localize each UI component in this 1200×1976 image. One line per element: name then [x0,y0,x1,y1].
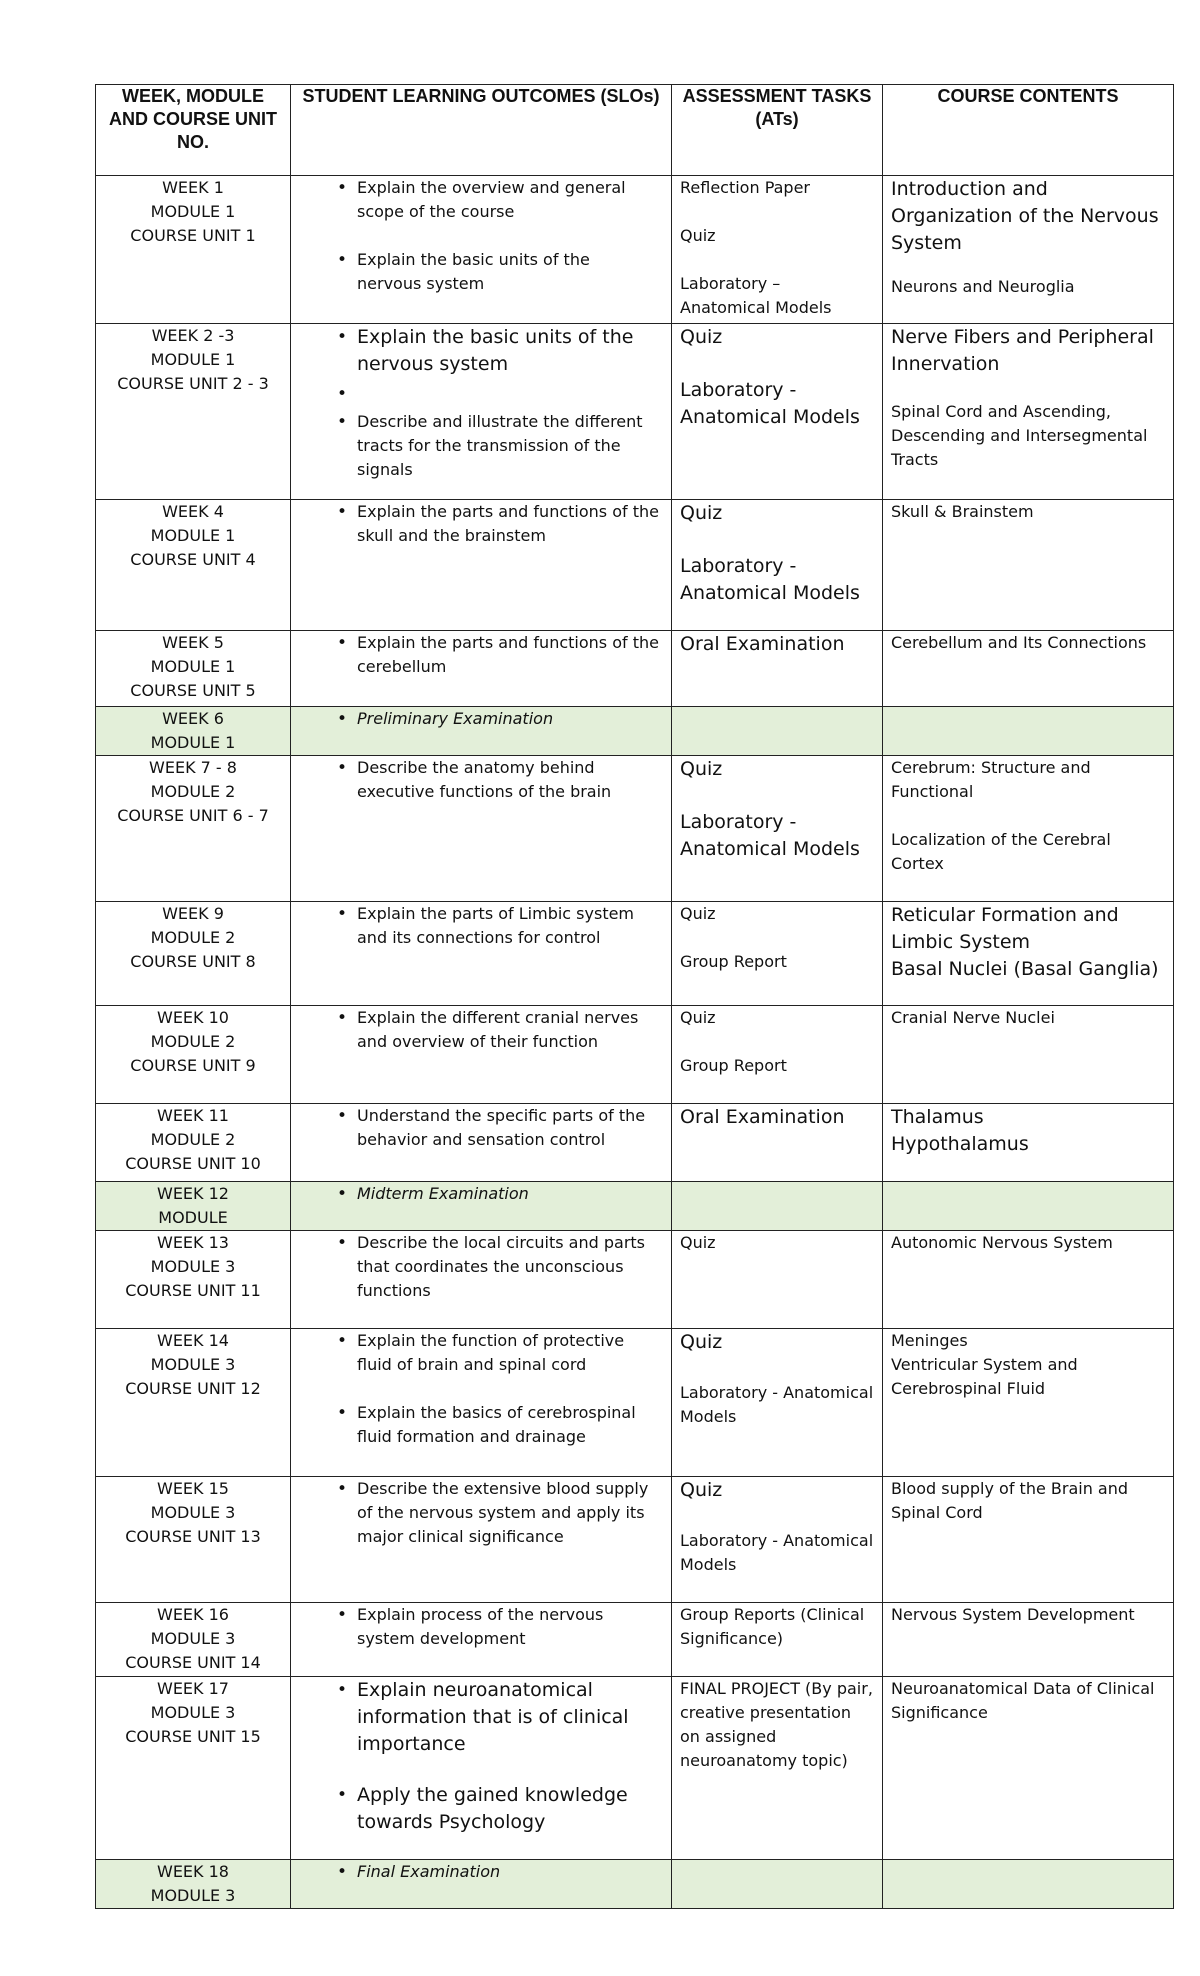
week-cell: WEEK 15 MODULE 3 COURSE UNIT 13 [96,1477,291,1603]
contents-cell: Cranial Nerve Nuclei [883,1006,1174,1104]
assessment-cell: Group Reports (Clinical Significance) [672,1603,883,1677]
contents-cell: Cerebellum and Its Connections [883,631,1174,707]
assessment-cell: Quiz Laboratory - Anatomical Models [672,1329,883,1477]
contents-cell: Blood supply of the Brain and Spinal Cord [883,1477,1174,1603]
slo-item: • Explain the overview and general scope of the course [299,176,663,224]
assessment-cell: Quiz Laboratory - Anatomical Models [672,756,883,902]
contents-cell [883,707,1174,756]
slo-item: • Understand the specific parts of the behavior and sensation control [299,1104,663,1152]
exam-row [96,1860,1174,1909]
week-cell: WEEK 12 MODULE [96,1182,291,1231]
slo-item: • Explain process of the nervous system development [299,1603,663,1651]
exam-label: • Final Examination [299,1860,663,1884]
slo-cell [291,756,672,902]
contents-cell: Autonomic Nervous System [883,1231,1174,1329]
assessment-cell: Oral Examination [672,631,883,707]
assessment-cell: Quiz Group Report [672,1006,883,1104]
assessment-cell: Quiz Group Report [672,902,883,1006]
header-assessment: ASSESSMENT TASKS (ATs) [672,85,883,176]
slo-item: • Apply the gained knowledge towards Psychology [299,1782,663,1836]
assessment-cell: FINAL PROJECT (By pair, creative presentation on assigned neuroanatomy topic) [672,1677,883,1860]
slo-cell [291,1677,672,1860]
contents-cell: Neuroanatomical Data of Clinical Significance [883,1677,1174,1860]
slo-cell [291,324,672,500]
header-week: WEEK, MODULE AND COURSE UNIT NO. [96,85,291,176]
contents-cell: Nervous System Development [883,1603,1174,1677]
slo-item: • Describe the local circuits and parts that coordinates the unconscious functions [299,1231,663,1303]
slo-cell [291,1104,672,1182]
slo-item: • Explain the parts and functions of the skull and the brainstem [299,500,663,548]
contents-cell: Thalamus Hypothalamus [883,1104,1174,1182]
course-syllabus-table [95,84,1174,1909]
week-cell: WEEK 4 MODULE 1 COURSE UNIT 4 [96,500,291,631]
slo-cell [291,631,672,707]
week-cell: WEEK 1 MODULE 1 COURSE UNIT 1 [96,176,291,324]
contents-cell: Reticular Formation and Limbic System Basal Nuclei (Basal Ganglia) [883,902,1174,1006]
table-row [96,1677,1174,1860]
week-cell: WEEK 16 MODULE 3 COURSE UNIT 14 [96,1603,291,1677]
contents-cell [883,1182,1174,1231]
week-cell: WEEK 9 MODULE 2 COURSE UNIT 8 [96,902,291,1006]
assessment-cell [672,707,883,756]
table-row [96,176,1174,324]
slo-item: • Describe the extensive blood supply of the nervous system and apply its major clinical significance [299,1477,663,1549]
week-cell: WEEK 10 MODULE 2 COURSE UNIT 9 [96,1006,291,1104]
slo-item: • Explain the basic units of the nervous system [299,248,663,296]
slo-cell [291,1329,672,1477]
exam-row [96,1182,1174,1231]
table-row [96,1329,1174,1477]
assessment-cell: Quiz Laboratory - Anatomical Models [672,1477,883,1603]
week-cell: WEEK 14 MODULE 3 COURSE UNIT 12 [96,1329,291,1477]
contents-cell: Skull & Brainstem [883,500,1174,631]
slo-item: • Explain the parts of Limbic system and its connections for control [299,902,663,950]
contents-cell: Nerve Fibers and Peripheral Innervation Spinal Cord and Ascending, Descending and Intersegmental Tracts [883,324,1174,500]
contents-cell: Introduction and Organization of the Nervous System Neurons and Neuroglia [883,176,1174,324]
table-row [96,902,1174,1006]
table-row [96,756,1174,902]
assessment-cell [672,1860,883,1909]
assessment-cell: Quiz [672,1231,883,1329]
slo-cell [291,1477,672,1603]
week-cell: WEEK 11 MODULE 2 COURSE UNIT 10 [96,1104,291,1182]
table-row [96,1231,1174,1329]
header-slos: STUDENT LEARNING OUTCOMES (SLOs) [291,85,672,176]
week-cell: WEEK 13 MODULE 3 COURSE UNIT 11 [96,1231,291,1329]
slo-item: • Explain the function of protective fluid of brain and spinal cord [299,1329,663,1377]
week-cell: WEEK 18 MODULE 3 [96,1860,291,1909]
exam-label: • Midterm Examination [299,1182,663,1206]
slo-cell [291,707,672,756]
exam-row [96,707,1174,756]
table-row [96,500,1174,631]
week-cell: WEEK 2 -3 MODULE 1 COURSE UNIT 2 - 3 [96,324,291,500]
slo-item: • Describe the anatomy behind executive functions of the brain [299,756,663,804]
slo-cell [291,902,672,1006]
assessment-cell: Reflection Paper Quiz Laboratory – Anatomical Models [672,176,883,324]
table-row [96,324,1174,500]
slo-item: • Explain the different cranial nerves and overview of their function [299,1006,663,1054]
assessment-cell [672,1182,883,1231]
table-header-row [96,85,1174,176]
contents-cell: Meninges Ventricular System and Cerebrospinal Fluid [883,1329,1174,1477]
slo-cell [291,1603,672,1677]
table-row [96,1603,1174,1677]
contents-cell: Cerebrum: Structure and Functional Localization of the Cerebral Cortex [883,756,1174,902]
slo-cell [291,1006,672,1104]
week-cell: WEEK 7 - 8 MODULE 2 COURSE UNIT 6 - 7 [96,756,291,902]
slo-cell [291,1860,672,1909]
slo-cell [291,500,672,631]
slo-item: • Explain the basic units of the nervous system [299,324,663,378]
table-row [96,1104,1174,1182]
table-row [96,1477,1174,1603]
exam-label: • Preliminary Examination [299,707,663,731]
slo-item: • Describe and illustrate the different tracts for the transmission of the signals [299,410,663,482]
slo-item-empty [299,382,663,406]
assessment-cell: Oral Examination [672,1104,883,1182]
table-row [96,1006,1174,1104]
contents-cell [883,1860,1174,1909]
slo-cell [291,176,672,324]
slo-cell [291,1182,672,1231]
assessment-cell: Quiz Laboratory - Anatomical Models [672,324,883,500]
slo-item: • Explain neuroanatomical information that is of clinical importance [299,1677,663,1758]
week-cell: WEEK 6 MODULE 1 [96,707,291,756]
slo-item: • Explain the parts and functions of the cerebellum [299,631,663,679]
slo-cell [291,1231,672,1329]
week-cell: WEEK 5 MODULE 1 COURSE UNIT 5 [96,631,291,707]
table-row [96,631,1174,707]
header-contents: COURSE CONTENTS [883,85,1174,176]
assessment-cell: Quiz Laboratory - Anatomical Models [672,500,883,631]
week-cell: WEEK 17 MODULE 3 COURSE UNIT 15 [96,1677,291,1860]
slo-item: • Explain the basics of cerebrospinal fluid formation and drainage [299,1401,663,1449]
